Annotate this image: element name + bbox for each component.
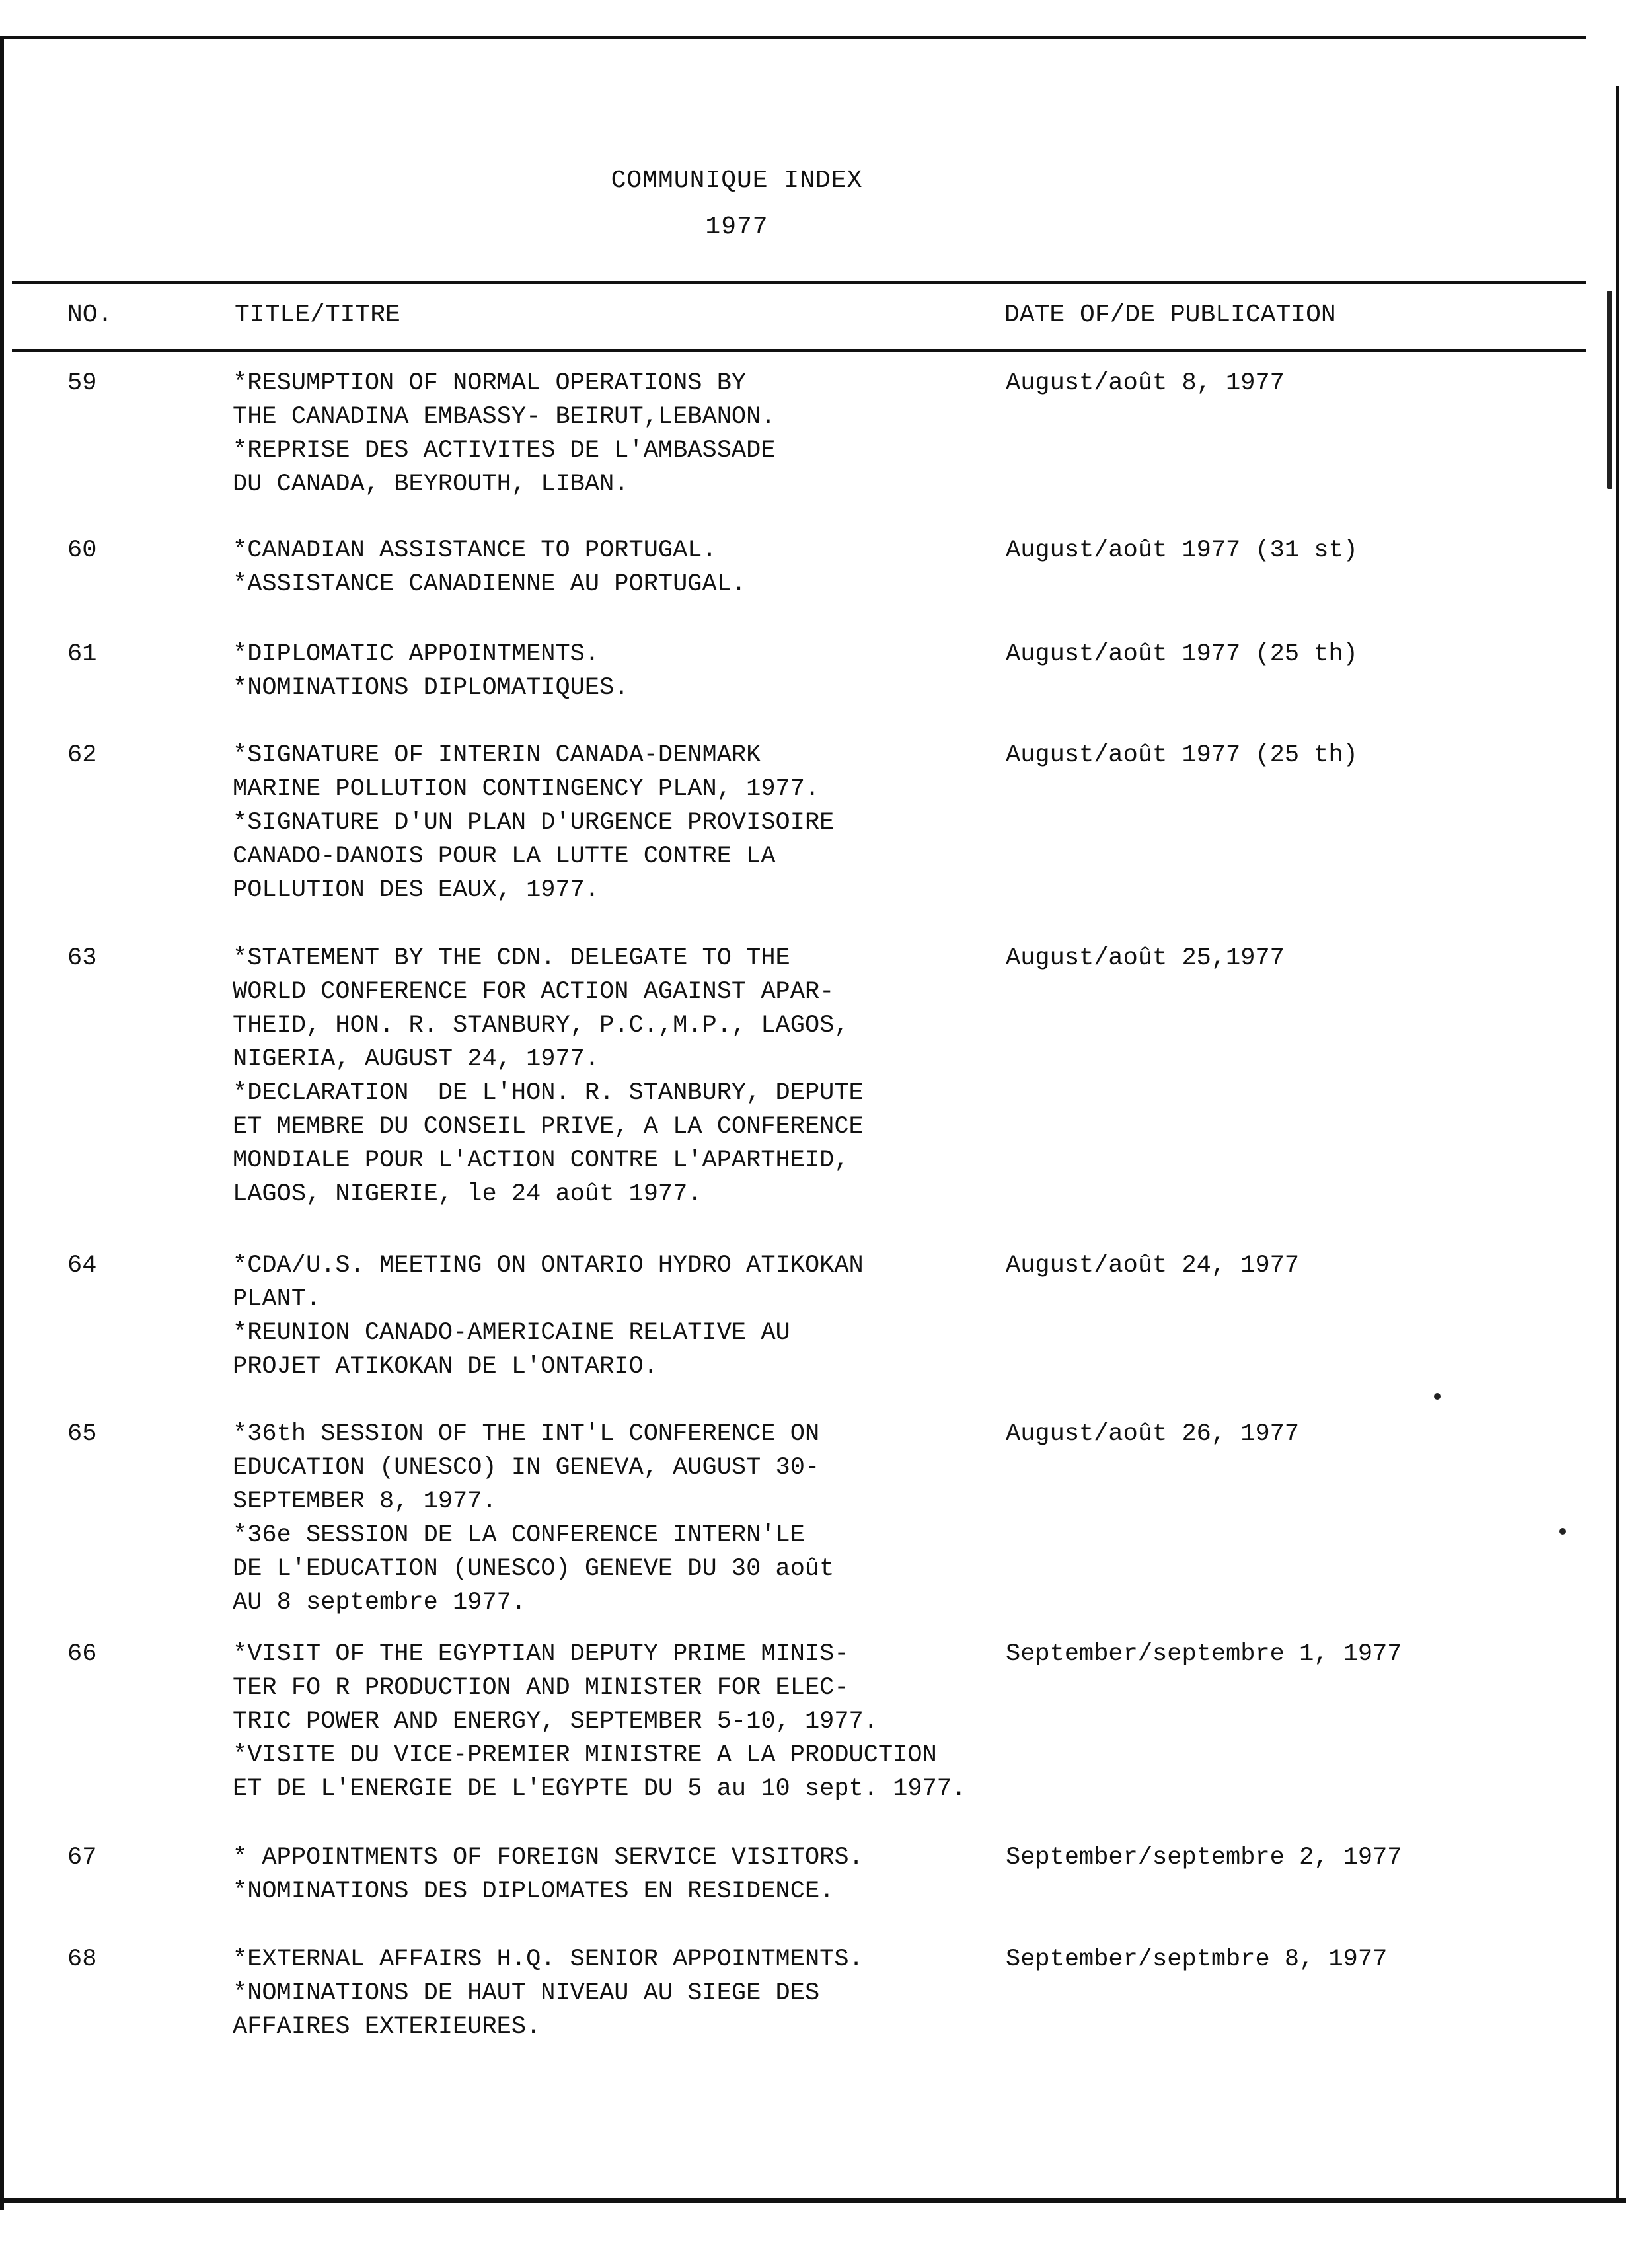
entry-title: *SIGNATURE OF INTERIN CANADA-DENMARK MARINE POLLUTION CONTINGENCY PLAN, 1977. *SIGNATURE D'UN PLAN D'URGENCE PROVISOIRE CANADO-DANOIS POUR LA LUTTE CONTRE LA POLLUTION DES EAUX, 1977. [233, 742, 835, 904]
entry-date: September/septembre 2, 1977 [1006, 1844, 1402, 1872]
entry-number: 62 [67, 742, 97, 769]
entry-title: *CDA/U.S. MEETING ON ONTARIO HYDRO ATIKOKAN PLANT. *REUNION CANADO-AMERICAINE RELATIVE AU PROJET ATIKOKAN DE L'ONTARIO. [233, 1252, 864, 1381]
entry-number: 66 [67, 1640, 97, 1668]
entry-title: *RESUMPTION OF NORMAL OPERATIONS BY THE CANADINA EMBASSY- BEIRUT,LEBANON. *REPRISE DES ACTIVITES DE L'AMBASSADE DU CANADA, BEYROUTH, LIBAN. [233, 369, 776, 498]
entry-number: 64 [67, 1252, 97, 1279]
page-border-right [1616, 86, 1619, 2201]
entry-number: 61 [67, 640, 97, 668]
document-title: COMMUNIQUE INDEX [611, 167, 863, 195]
page-border-top [0, 36, 1586, 39]
page-border-bottom [0, 2198, 1626, 2203]
entry-title: *STATEMENT BY THE CDN. DELEGATE TO THE WORLD CONFERENCE FOR ACTION AGAINST APAR- THEID, HON. R. STANBURY, P.C.,M.P., LAGOS, NIGERIA, AUGUST 24, 1977. *DECLARATION DE L'HON. R. STANBURY, DEPUTE ET MEMBRE DU CONSEIL PRIVE, A LA CONFERENCE MONDIALE POUR L'ACTION CONTRE L'APARTHEID, LAGOS, NIGERIE, le 24 août 1977. [233, 944, 864, 1208]
column-header-title: TITLE/TITRE [235, 301, 400, 329]
entry-title: * APPOINTMENTS OF FOREIGN SERVICE VISITORS. *NOMINATIONS DES DIPLOMATES EN RESIDENCE. [233, 1844, 864, 1905]
page-border-left [0, 36, 4, 2210]
document-year: 1977 [705, 213, 769, 241]
entry-date: August/août 1977 (25 th) [1006, 742, 1358, 769]
entry-date: August/août 8, 1977 [1006, 369, 1285, 397]
entry-date: September/septembre 1, 1977 [1006, 1640, 1402, 1668]
scan-mark [1607, 291, 1612, 489]
entry-title: *CANADIAN ASSISTANCE TO PORTUGAL. *ASSISTANCE CANADIENNE AU PORTUGAL. [233, 537, 747, 598]
entry-date: August/août 24, 1977 [1006, 1252, 1300, 1279]
entry-date: September/septmbre 8, 1977 [1006, 1946, 1388, 1973]
entry-date: August/août 25,1977 [1006, 944, 1285, 972]
column-header-no: NO. [67, 301, 113, 329]
entry-number: 65 [67, 1420, 97, 1448]
entry-title: *EXTERNAL AFFAIRS H.Q. SENIOR APPOINTMENTS. *NOMINATIONS DE HAUT NIVEAU AU SIEGE DES AFFAIRES EXTERIEURES. [233, 1946, 864, 2041]
entry-number: 63 [67, 944, 97, 972]
entry-date: August/août 1977 (31 st) [1006, 537, 1358, 564]
entry-date: August/août 1977 (25 th) [1006, 640, 1358, 668]
entry-number: 60 [67, 537, 97, 564]
entry-title: *VISIT OF THE EGYPTIAN DEPUTY PRIME MINIS- TER FO R PRODUCTION AND MINISTER FOR ELEC- TRIC POWER AND ENERGY, SEPTEMBER 5-10, 1977. *VISITE DU VICE-PREMIER MINISTRE A LA PRODUCTION ET DE L'ENERGIE DE L'EGYPTE DU 5 au 10 sept. 1977. [233, 1640, 967, 1803]
header-rule-bottom [12, 349, 1586, 352]
entry-number: 68 [67, 1946, 97, 1973]
header-rule-top [12, 281, 1586, 284]
scan-speck [1559, 1528, 1566, 1535]
column-header-date: DATE OF/DE PUBLICATION [1004, 301, 1336, 329]
entry-number: 59 [67, 369, 97, 397]
entry-title: *36th SESSION OF THE INT'L CONFERENCE ON EDUCATION (UNESCO) IN GENEVA, AUGUST 30- SEPTEMBER 8, 1977. *36e SESSION DE LA CONFERENCE INTERN'LE DE L'EDUCATION (UNESCO) GENEVE DU 30 août AU 8 septembre 1977. [233, 1420, 835, 1617]
scan-speck [1434, 1393, 1441, 1400]
entry-date: August/août 26, 1977 [1006, 1420, 1300, 1448]
entry-title: *DIPLOMATIC APPOINTMENTS. *NOMINATIONS DIPLOMATIQUES. [233, 640, 629, 702]
entry-number: 67 [67, 1844, 97, 1872]
